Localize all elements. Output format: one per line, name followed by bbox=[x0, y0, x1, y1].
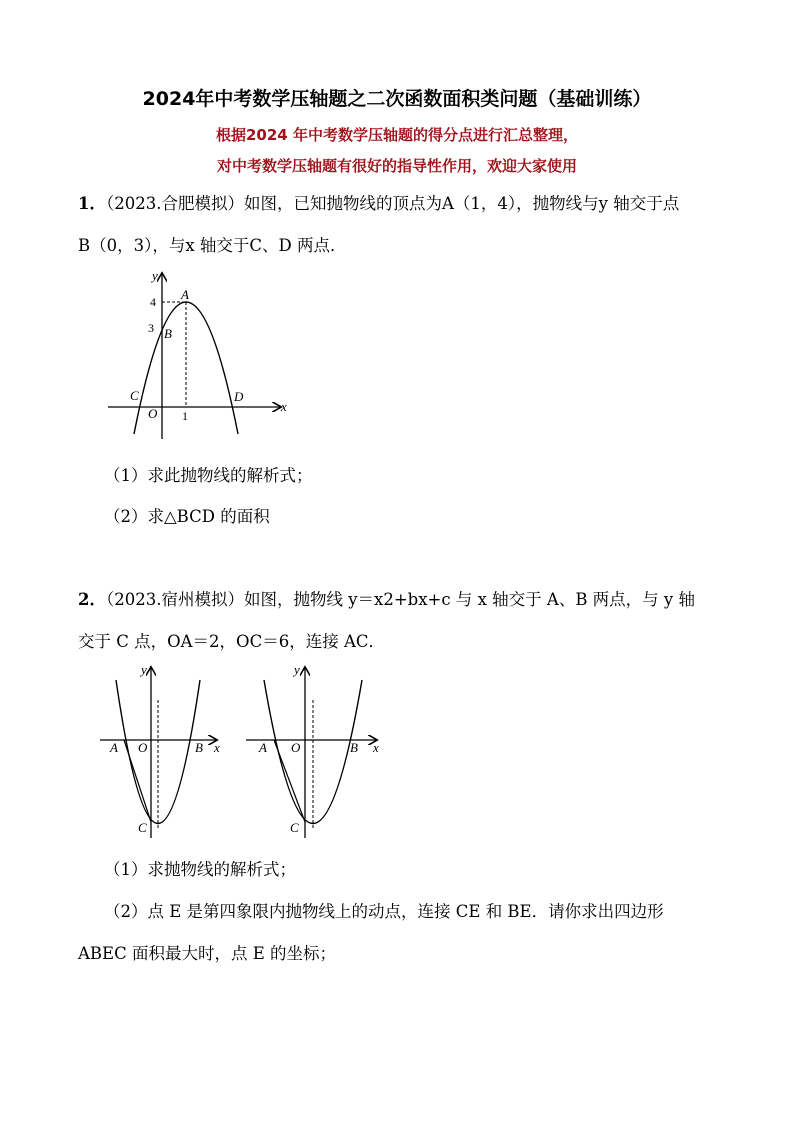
q2-stem-line-1 bbox=[78, 586, 695, 610]
q2-source: （2023.宿州模拟） bbox=[105, 590, 244, 609]
q1-label-x: x bbox=[281, 399, 287, 414]
q2a-label-A: A bbox=[110, 740, 118, 755]
q2-figure-left bbox=[98, 660, 226, 840]
q2b-label-A: A bbox=[259, 740, 267, 755]
q2-figure-right bbox=[244, 660, 384, 840]
q1-part-2: （2）求△BCD 的面积 bbox=[104, 507, 270, 526]
q2b-label-O: O bbox=[291, 740, 301, 755]
q1-label-y: y bbox=[152, 268, 158, 283]
q2-stem-text-1: 如图，抛物线 y＝x2+bx+c 与 x 轴交于 A、B 两点，与 y 轴 bbox=[243, 590, 695, 609]
q2a-label-y: y bbox=[141, 662, 147, 677]
q1-tick-4: 4 bbox=[150, 295, 156, 309]
q2a-label-x: x bbox=[214, 740, 220, 755]
q1-label-D: D bbox=[234, 389, 244, 404]
q1-number: 1． bbox=[78, 194, 106, 213]
q1-part-1: （1）求此抛物线的解析式； bbox=[104, 466, 313, 485]
q2b-label-C: C bbox=[290, 820, 299, 835]
q2-part-1: （1）求抛物线的解析式； bbox=[104, 860, 296, 879]
q1-figure bbox=[100, 264, 300, 444]
q1-label-B: B bbox=[164, 326, 172, 341]
page-title: 2024年中考数学压轴题之二次函数面积类问题（基础训练） bbox=[142, 88, 652, 110]
q1-stem-text-1: 如图，已知抛物线的顶点为A（1，4），抛物线与y 轴交于点 bbox=[243, 194, 680, 213]
q1-tick-1: 1 bbox=[182, 409, 188, 423]
q1-source: （2023.合肥模拟） bbox=[105, 194, 244, 213]
q1-label-C: C bbox=[130, 388, 139, 403]
q2b-label-x: x bbox=[373, 740, 379, 755]
q2b-label-B: B bbox=[350, 740, 358, 755]
q2-part-2: （2）点 E 是第四象限内抛物线上的动点，连接 CE 和 BE．请你求出四边形 bbox=[104, 902, 664, 921]
q2-number: 2． bbox=[78, 590, 106, 609]
subtitle-line-1: 根据2024 年中考数学压轴题的得分点进行汇总整理， bbox=[216, 126, 578, 144]
q1-label-A: A bbox=[181, 287, 189, 302]
q1-stem-line-1 bbox=[78, 190, 679, 214]
q2-stem-line-2: 交于 C 点，OA＝2，OC＝6，连接 AC． bbox=[78, 632, 385, 651]
subtitle-line-2: 对中考数学压轴题有很好的指导性作用，欢迎大家使用 bbox=[216, 157, 577, 175]
q1-tick-3: 3 bbox=[148, 321, 154, 335]
q2a-label-C: C bbox=[138, 820, 147, 835]
q2b-label-y: y bbox=[294, 662, 300, 677]
q1-label-O: O bbox=[148, 406, 158, 421]
q2a-label-B: B bbox=[195, 740, 203, 755]
q2-part-2-cont: ABEC 面积最大时，点 E 的坐标； bbox=[78, 944, 336, 963]
q1-stem-line-2: B（0，3），与x 轴交于C、D 两点． bbox=[78, 236, 347, 255]
q2a-label-O: O bbox=[138, 740, 148, 755]
